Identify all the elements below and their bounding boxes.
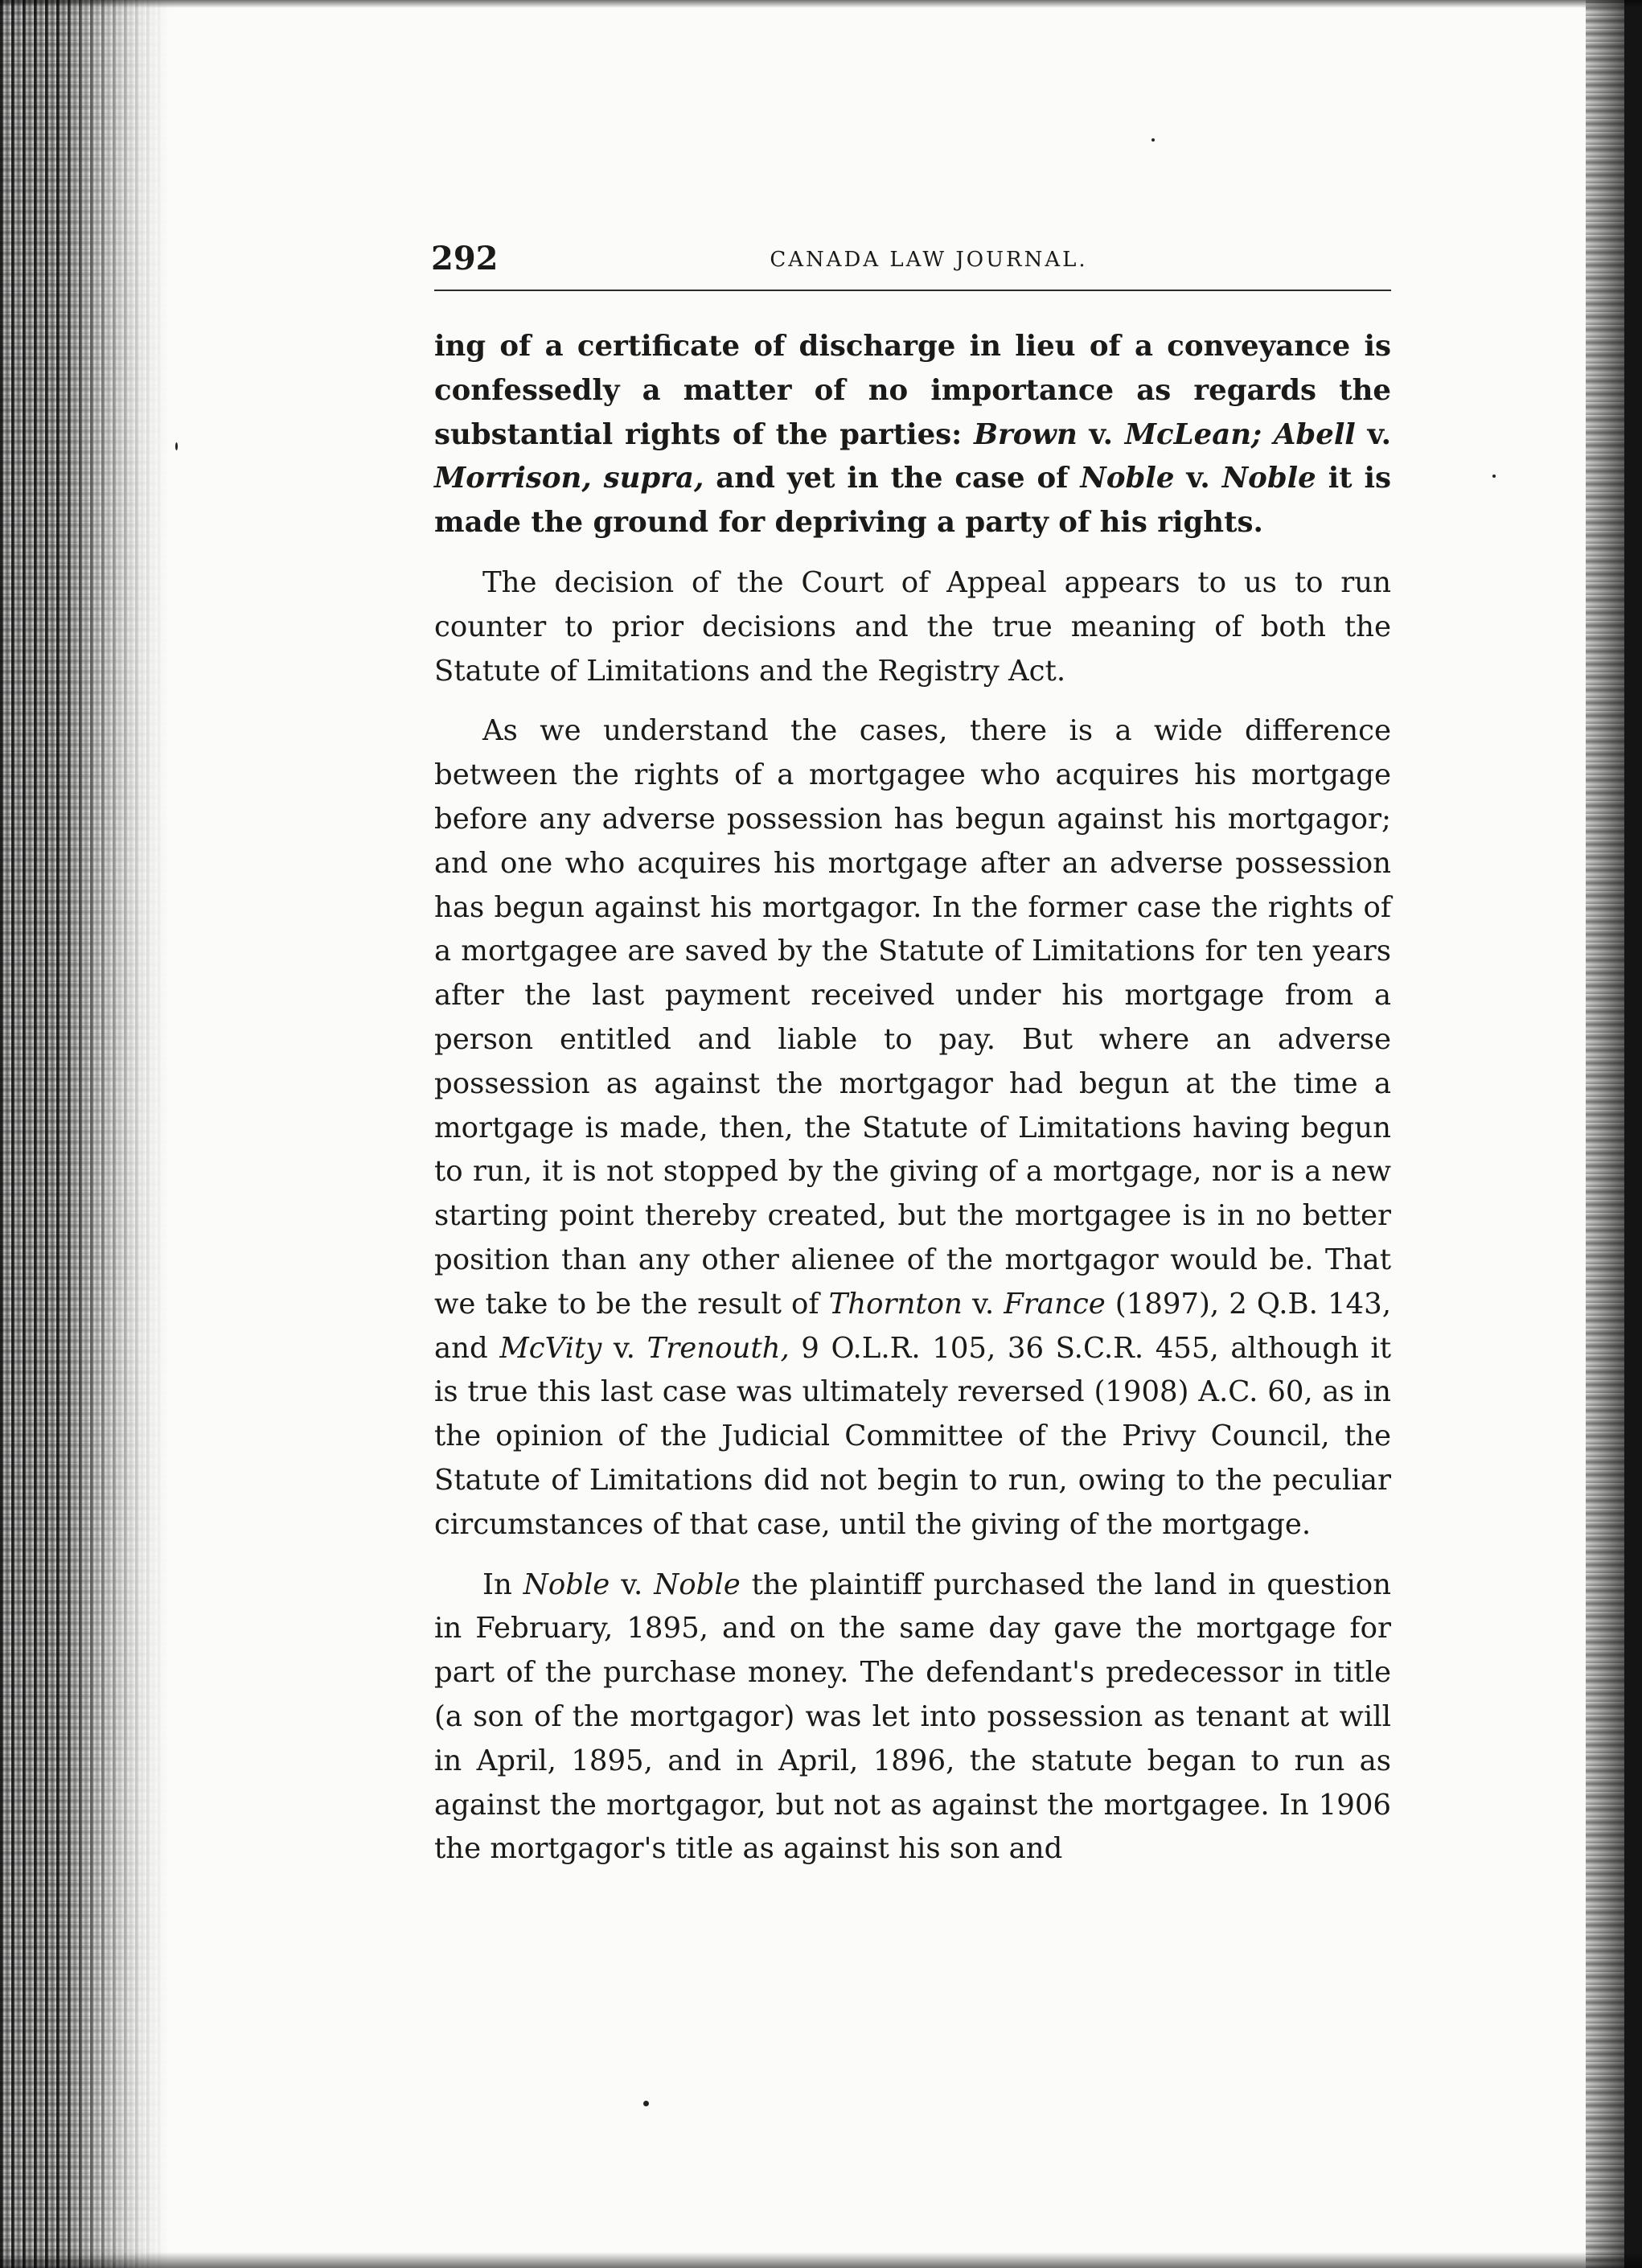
page-edge-shadow: [1586, 0, 1642, 2268]
text-segment: v.: [1355, 417, 1391, 451]
paragraph-2: [434, 561, 1391, 693]
text-segment: 9 O.L.R. 105, 36 S.C.R. 455, although it is true this last case was ultimately reversed (1908) A.C. 60, as in the opinion of the Judicial Committee of the Privy Council, the Statute of Limitations did not begin to run, owing to the peculiar circumstances of that case, until the giving of the mortgage.: [434, 1331, 1392, 1541]
case-name: France: [1004, 1287, 1106, 1321]
paragraph-4: [434, 1563, 1391, 1872]
page-number: 292: [431, 240, 499, 277]
journal-title: CANADA LAW JOURNAL.: [770, 248, 1088, 272]
book-binding-shadow: [0, 0, 169, 2268]
text-segment: (1897), 2 Q.B. 143, and: [434, 1287, 1391, 1365]
case-name: McLean; Abell: [1124, 417, 1356, 451]
scan-speck: [1492, 475, 1496, 478]
paragraph-1: [434, 325, 1391, 545]
case-name: Morrison, supra,: [434, 462, 704, 495]
text-segment: The decision of the Court of Appeal appears to us to run counter to prior decisions and the true meaning of both the Statute of Limitations and the Registry Act.: [434, 565, 1391, 688]
text-segment: the plaintiff purchased the land in question in February, 1895, and on the same day gave the mortgage for part of the purchase money. The defendant's predecessor in title (a son of the mortgagor) was let into possession as tenant at will in April, 1895, and in April, 1896, the statute began to run as against the mortgagor, but not as against the mortgagee. In 1906 the mortgagor's title as against his son and: [434, 1567, 1392, 1866]
case-name: Noble: [1080, 462, 1175, 495]
case-name: Noble: [523, 1567, 610, 1601]
text-segment: v.: [1077, 417, 1125, 451]
text-segment: v.: [601, 1331, 647, 1365]
top-edge-shadow: [0, 0, 1642, 8]
case-name: Noble: [654, 1567, 741, 1601]
paragraph-3: [434, 709, 1391, 1547]
scan-speck: [175, 442, 178, 450]
case-name: Brown: [974, 417, 1078, 451]
case-name: Thornton: [828, 1287, 963, 1321]
case-name: Noble: [1221, 462, 1316, 495]
text-segment: and yet in the case of: [704, 462, 1081, 495]
body-text: [434, 325, 1391, 1872]
journal-page: [431, 238, 1392, 1888]
case-name: Trenouth,: [647, 1331, 790, 1365]
case-name: McVity: [499, 1331, 602, 1365]
text-segment: In: [482, 1567, 523, 1601]
text-segment: As we understand the cases, there is a wide difference between the rights of a mortgagee who acquires his mortgage before any adverse possession has begun against his mortgagor; and one who acquires his mortgage after an adverse possession has begun against his mortgagor. In the former case the rights of a mortgagee are saved by the Statute of Limitations for ten years after the last payment received under his mortgage from a person entitled and liable to pay. But where an adverse possession as against the mortgagor had begun at the time a mortgage is made, then, the Statute of Limitations having begun to run, it is not stopped by the giving of a mortgage, nor is a new starting point thereby created, but the mortgagee is in no better position than any other alienee of the mortgagor would be. That we take to be the result of: [434, 714, 1391, 1321]
text-segment: v.: [962, 1287, 1004, 1321]
text-segment: it is made the ground for depriving a party of his rights.: [434, 462, 1391, 540]
text-segment: ing of a certificate of discharge in lieu of a conveyance is confessedly a matter of no importance as regards the substantial rights of the parties:: [434, 330, 1391, 451]
text-segment: v.: [610, 1567, 655, 1601]
running-head: [431, 238, 1391, 291]
text-segment: v.: [1174, 462, 1222, 495]
scan-speck: [1151, 138, 1155, 142]
scan-speck: [643, 2101, 649, 2106]
bottom-edge-shadow: [0, 2252, 1642, 2268]
